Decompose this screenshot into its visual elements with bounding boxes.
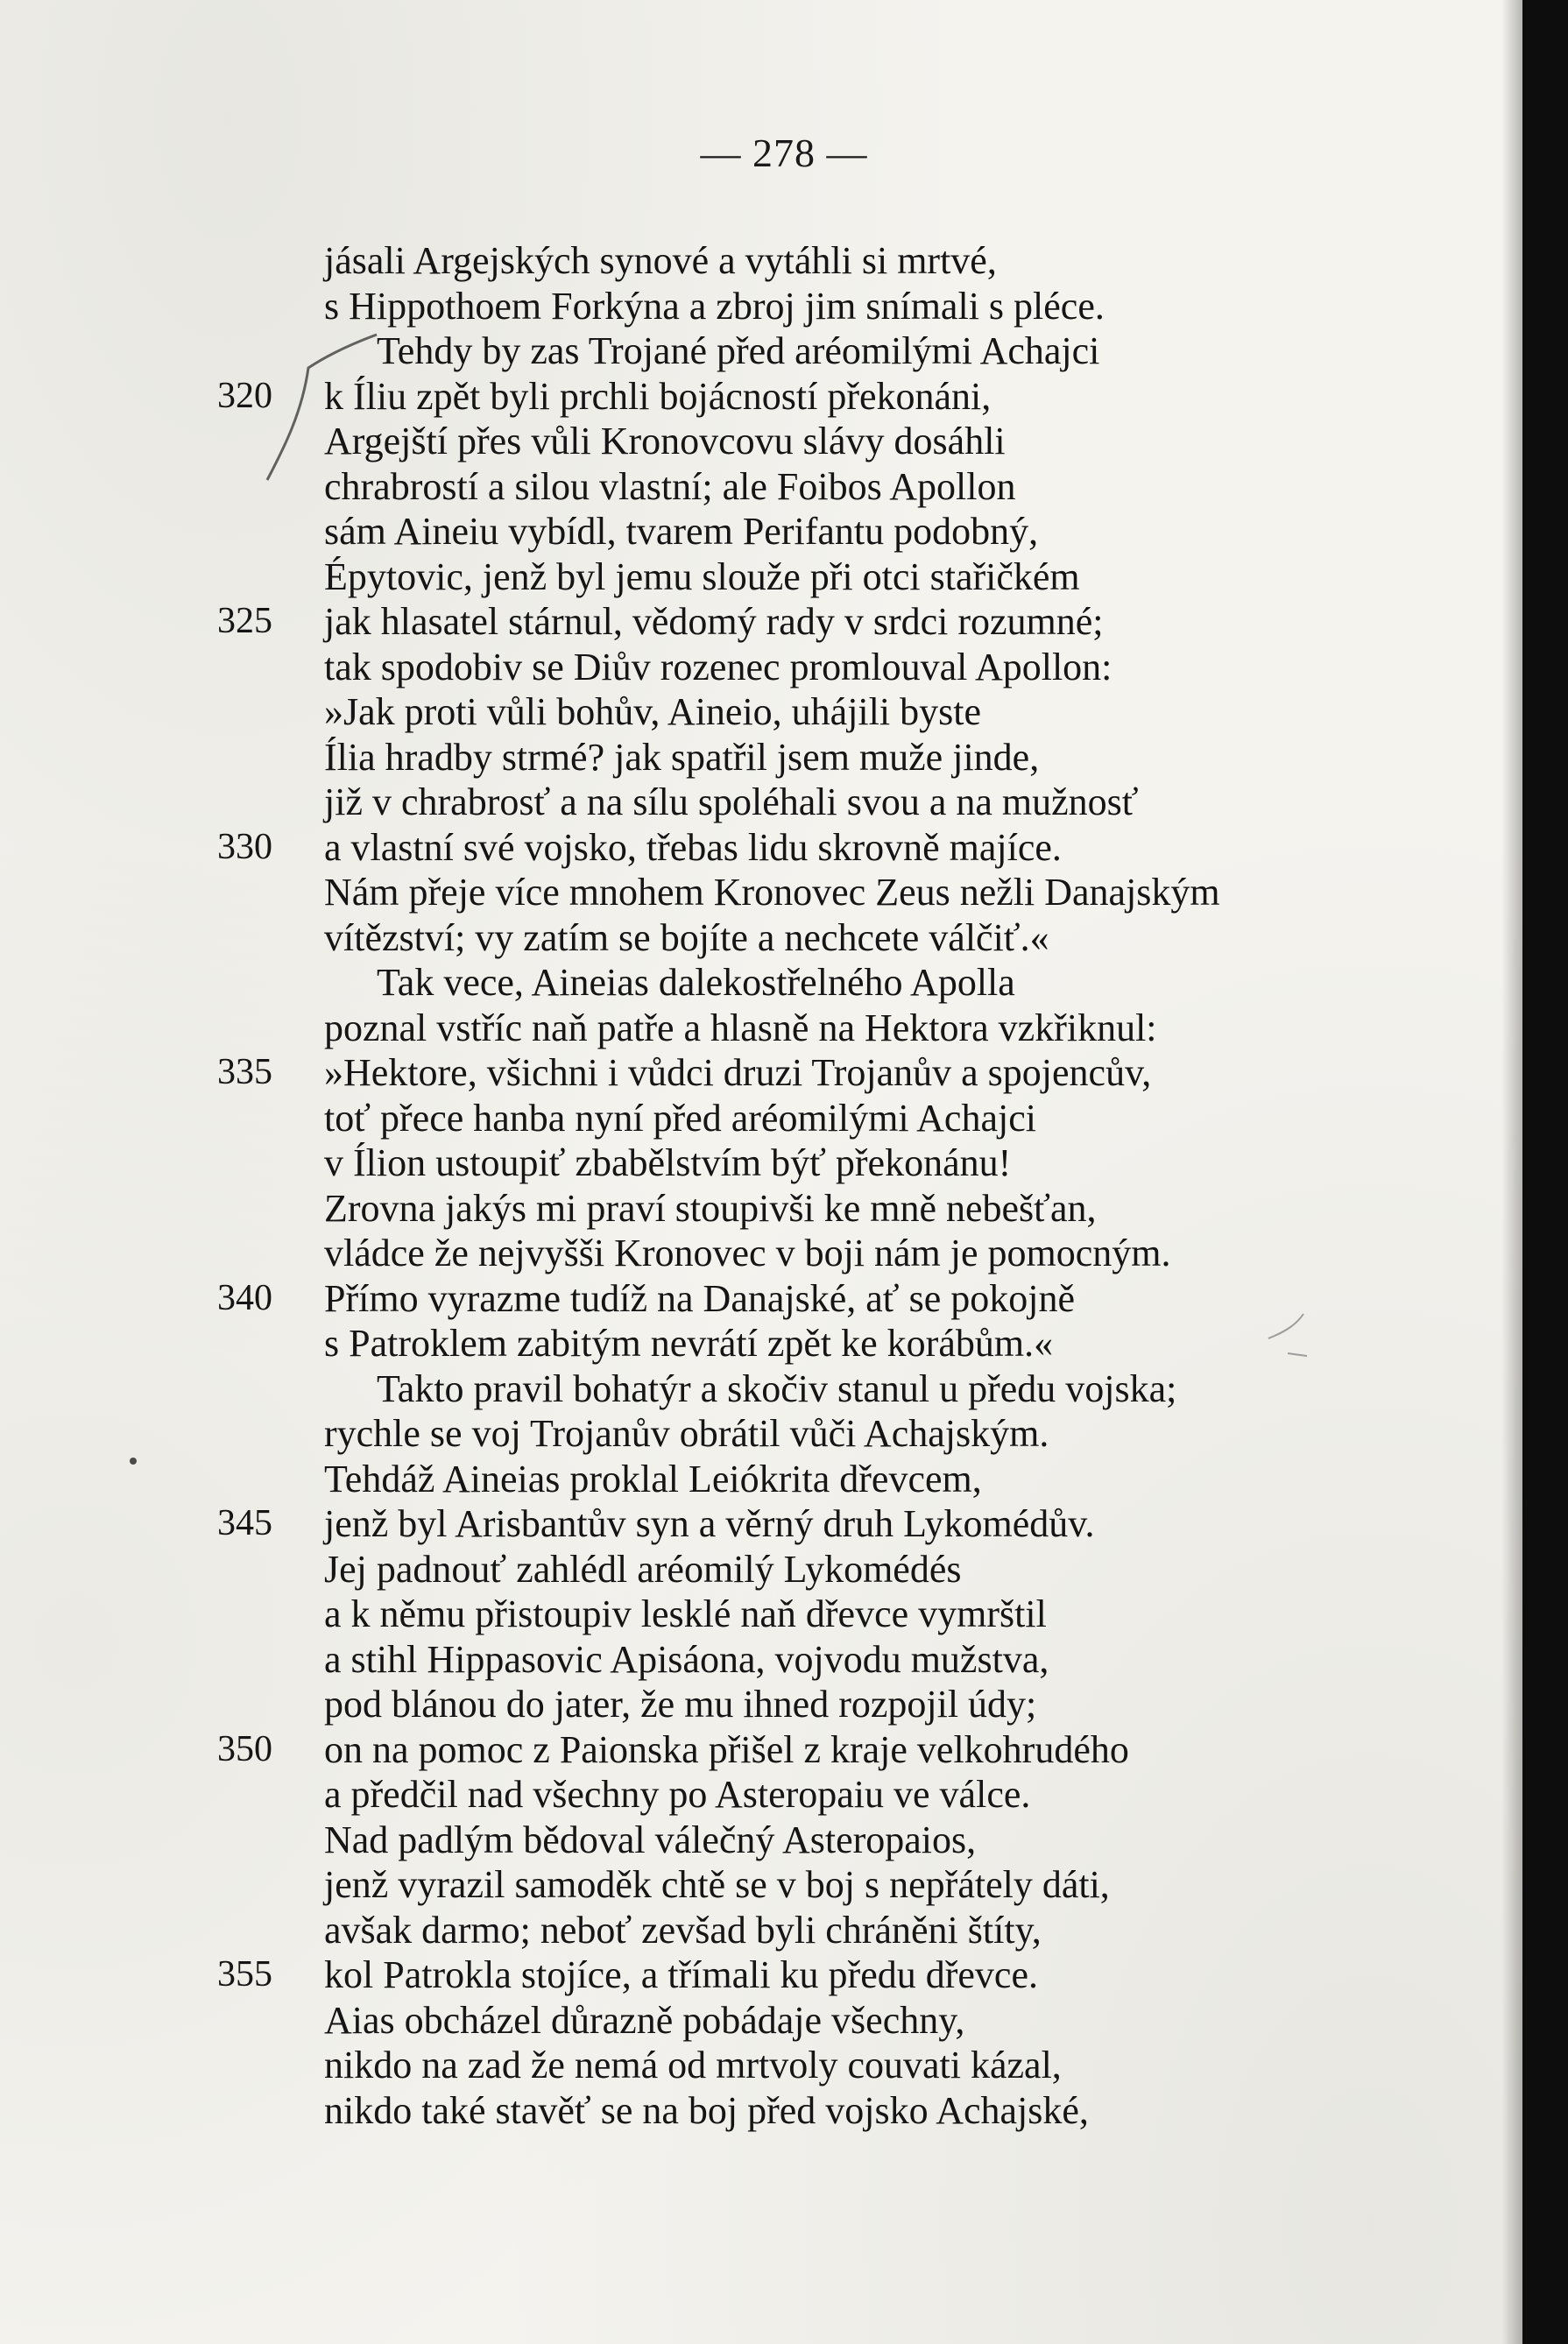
poem-line <box>219 554 1445 600</box>
line-text: nikdo na zad že nemá od mrtvoly couvati kázal, <box>324 2044 1062 2086</box>
poem-line <box>219 464 1445 510</box>
line-text: v Ílion ustoupiť zbabělstvím býť překonánu! <box>324 1141 1012 1184</box>
line-number: 330 <box>217 826 272 867</box>
line-text: chrabrostí a silou vlastní; ale Foibos Apollon <box>324 464 1016 508</box>
ink-speck <box>130 1458 137 1465</box>
line-text: Épytovic, jenž byl jemu slouže při otci stařičkém <box>324 554 1080 598</box>
poem-line <box>219 1231 1445 1276</box>
line-number: 335 <box>217 1052 272 1092</box>
line-text: »Jak proti vůli bohův, Aineio, uhájili byste <box>324 690 981 733</box>
line-text: Tak vece, Aineias dalekostřelného Apolla <box>377 961 1015 1004</box>
line-text: Ília hradby strmé? jak spatřil jsem muže jinde, <box>324 735 1040 779</box>
poem-line <box>219 2088 1445 2134</box>
line-text: avšak darmo; neboť zevšad byli chráněni štíty, <box>324 1908 1042 1952</box>
poem-line <box>219 1186 1445 1232</box>
poem-line <box>219 1682 1445 1727</box>
line-text: jásali Argejských synové a vytáhli si mrtvé, <box>324 239 997 282</box>
line-text: vládce že nejvyšši Kronovec v boji nám je pomocným. <box>324 1232 1171 1274</box>
line-text: toť přece hanba nyní před aréomilými Achajci <box>324 1096 1036 1140</box>
poem-line <box>219 825 1445 871</box>
line-number: 355 <box>217 1954 272 1995</box>
line-text: sám Aineiu vybídl, tvarem Perifantu podobný, <box>324 510 1039 553</box>
poem-line <box>219 1862 1445 1908</box>
line-text: Nám přeje více mnohem Kronovec Zeus nežli Danajským <box>324 871 1220 914</box>
line-text: Přímo vyrazme tudíž na Danajské, ať se pokojně <box>324 1276 1075 1320</box>
poem-line <box>219 1321 1445 1366</box>
poem-line <box>219 2043 1445 2088</box>
poem-line <box>219 780 1445 825</box>
poem-line <box>219 645 1445 690</box>
line-text: tak spodobiv se Diův rozenec promlouval Apollon: <box>324 645 1112 688</box>
line-number: 345 <box>217 1503 272 1543</box>
poem-line <box>219 870 1445 915</box>
poem-line <box>219 1276 1445 1322</box>
poem-line <box>219 1952 1445 1998</box>
line-text: Tehdáž Aineias proklal Leiókrita dřevcem, <box>324 1457 982 1500</box>
poem-line <box>219 238 1445 284</box>
line-number: 320 <box>217 375 272 416</box>
line-text: Nad padlým bědoval válečný Asteropaios, <box>324 1818 977 1861</box>
poem-line <box>219 1727 1445 1773</box>
line-text: pod blánou do jater, že mu ihned rozpojil údy; <box>324 1683 1037 1726</box>
poem-line <box>219 1998 1445 2044</box>
page-number: — 278 — <box>700 131 868 175</box>
line-number: 340 <box>217 1277 272 1318</box>
line-text: kol Patrokla stojíce, a třímali ku předu dřevce. <box>324 1953 1038 1996</box>
page-edge-shadow <box>1501 0 1522 2344</box>
poem-line <box>219 419 1445 464</box>
line-number: 350 <box>217 1728 272 1769</box>
poem-line <box>219 915 1445 961</box>
line-text: Aias obcházel důrazně pobádaje všechny, <box>324 1998 965 2042</box>
poem-line <box>219 509 1445 554</box>
line-text: Takto pravil bohatýr a skočiv stanul u předu vojska; <box>377 1366 1177 1410</box>
line-text: s Hippothoem Forkýna a zbroj jim snímali s pléce. <box>324 284 1105 328</box>
line-text: a předčil nad všechny po Asteropaiu ve válce. <box>324 1773 1031 1816</box>
line-text: již v chrabrosť a na sílu spoléhali svou a na mužnosť <box>324 780 1139 823</box>
line-text: s Patroklem zabitým nevrátí zpět ke korábům.« <box>324 1322 1054 1365</box>
line-text: jak hlasatel stárnul, vědomý rady v srdci rozumné; <box>324 600 1104 643</box>
line-text: Jej padnouť zahlédl aréomilý Lykomédés <box>324 1547 962 1591</box>
poem-line <box>219 1096 1445 1141</box>
line-text: a k němu přistoupiv lesklé naň dřevce vymrštil <box>324 1592 1047 1635</box>
poem-line <box>219 1366 1445 1412</box>
line-text: a vlastní své vojsko, třebas lidu skrovně majíce. <box>324 825 1062 869</box>
line-text: k Íliu zpět byli prchli bojácností překonáni, <box>324 374 992 418</box>
poem-line <box>219 735 1445 780</box>
line-number: 325 <box>217 601 272 641</box>
line-text: jenž byl Arisbantův syn a věrný druh Lykomédův. <box>324 1502 1095 1545</box>
line-text: nikdo také stavěť se na boj před vojsko Achajské, <box>324 2088 1089 2132</box>
poem-line <box>219 1772 1445 1818</box>
poem-line <box>219 1592 1445 1637</box>
poem-line <box>219 1050 1445 1096</box>
poem-line <box>219 1411 1445 1457</box>
poem-line <box>219 1818 1445 1863</box>
line-text: poznal vstříc naň patře a hlasně na Hektora vzkřiknul: <box>324 1006 1157 1049</box>
poem-line <box>219 1908 1445 1953</box>
line-text: on na pomoc z Paionska přišel z kraje velkohrudého <box>324 1727 1129 1771</box>
poem-text <box>219 238 1445 2133</box>
line-text: Argejští přes vůli Kronovcovu slávy dosáhli <box>324 420 1006 462</box>
poem-line <box>219 1457 1445 1502</box>
line-text: a stihl Hippasovic Apisáona, vojvodu mužstva, <box>324 1637 1049 1681</box>
line-text: rychle se voj Trojanův obrátil vůči Achajským. <box>324 1412 1049 1455</box>
poem-line <box>219 1547 1445 1592</box>
line-text: »Hektore, všichni i vůdci druzi Trojanův a spojencův, <box>324 1051 1152 1094</box>
poem-line <box>219 374 1445 420</box>
poem-line <box>219 599 1445 645</box>
poem-line <box>219 1501 1445 1547</box>
poem-line <box>219 1637 1445 1683</box>
line-text: Tehdy by zas Trojané před aréomilými Achajci <box>377 329 1100 372</box>
poem-line <box>219 328 1445 374</box>
line-text: Zrovna jakýs mi praví stoupivši ke mně nebešťan, <box>324 1186 1097 1230</box>
poem-line <box>219 960 1445 1006</box>
poem-line <box>219 689 1445 735</box>
poem-line <box>219 1006 1445 1051</box>
line-text: jenž vyrazil samoděk chtě se v boj s nepřátely dáti, <box>324 1863 1110 1906</box>
poem-line <box>219 284 1445 329</box>
poem-line <box>219 1140 1445 1186</box>
line-text: vítězství; vy zatím se bojíte a nechcete válčiť.« <box>324 915 1049 959</box>
